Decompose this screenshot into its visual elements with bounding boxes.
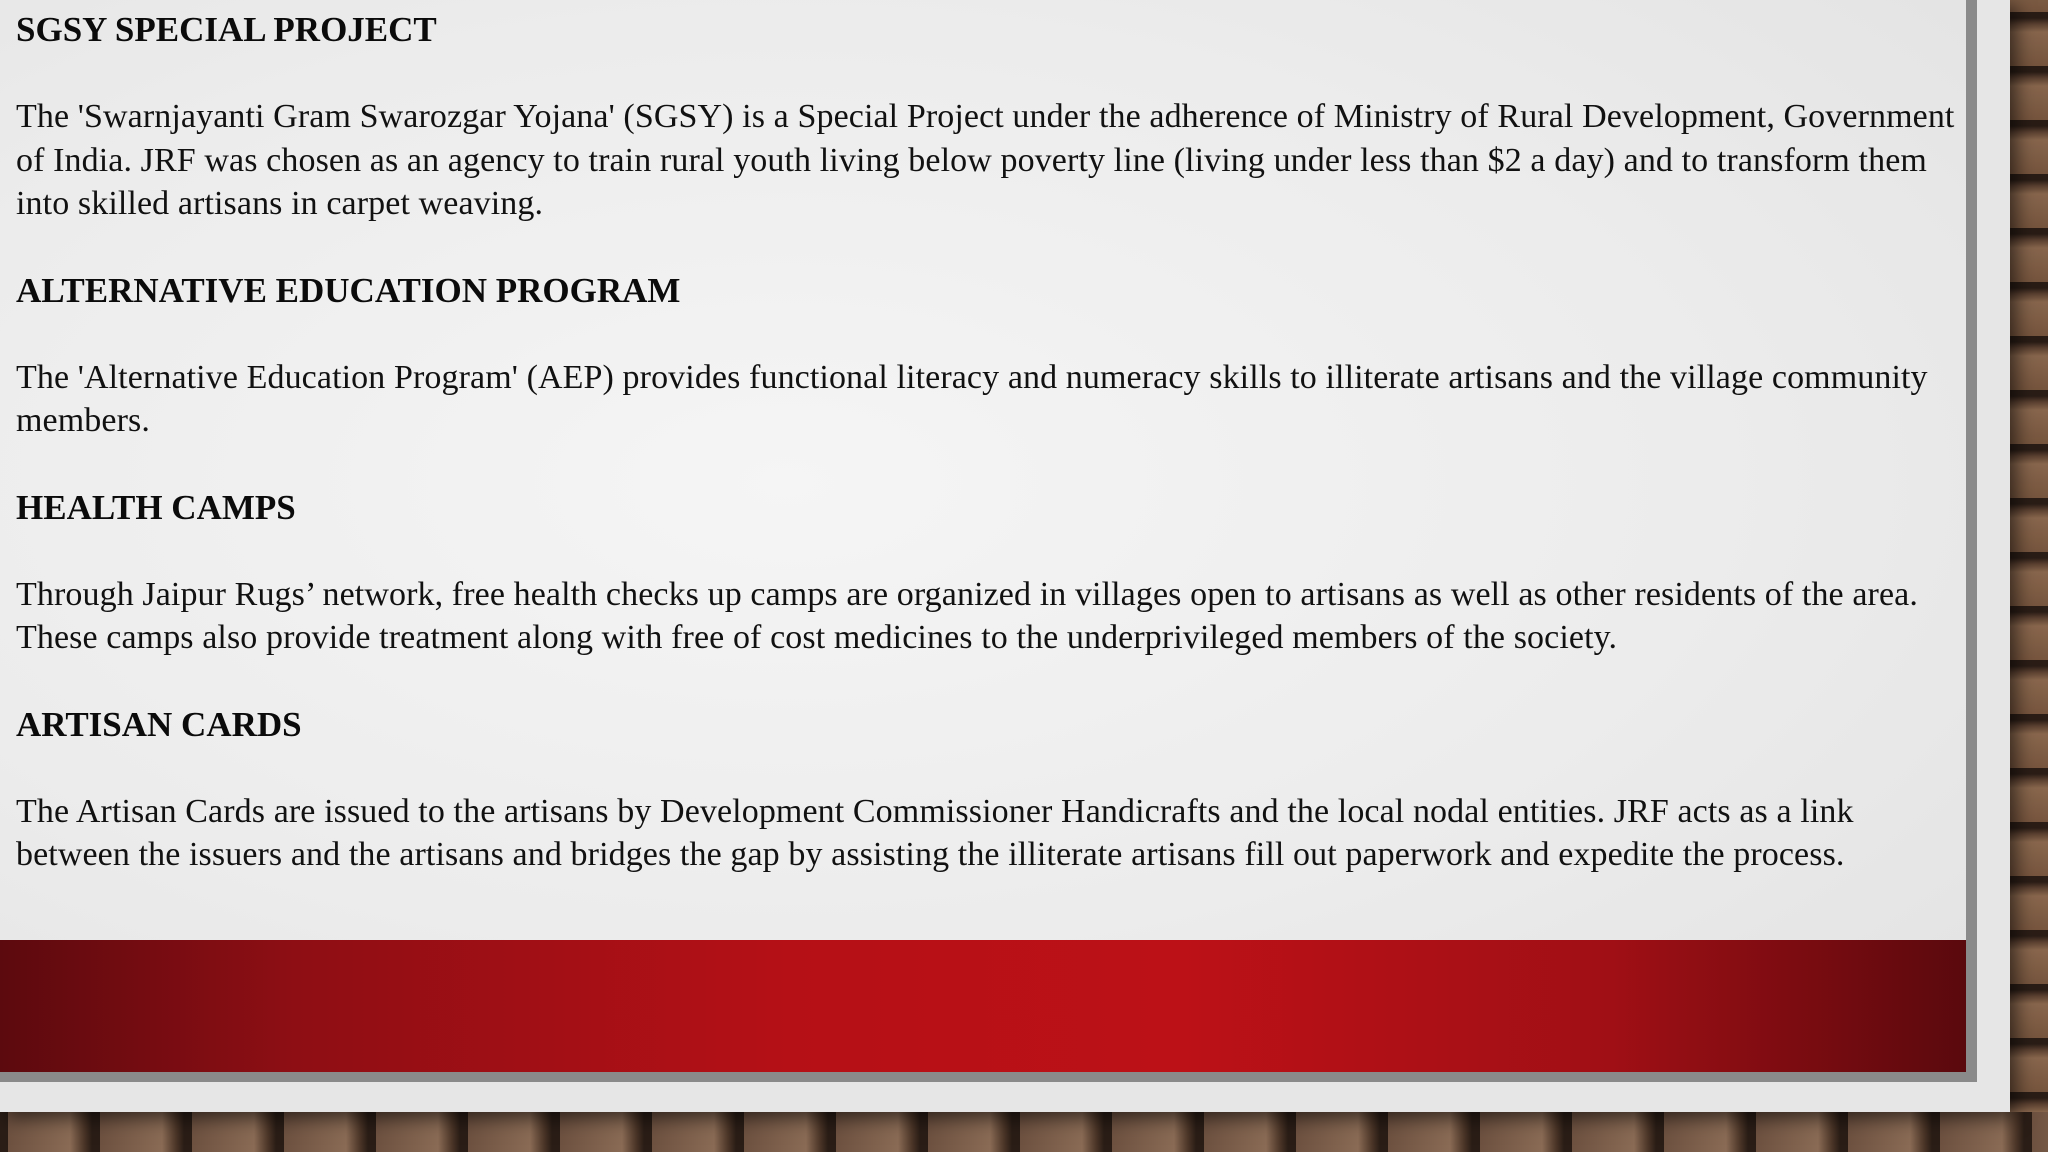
- heading-health-camps: HEALTH CAMPS: [16, 487, 296, 527]
- brick-wall-background-right: [2010, 0, 2048, 1152]
- body-alternative-education-program: The 'Alternative Education Program' (AEP) provides functional literacy and numeracy skills to illiterate artisans and the village community members.: [16, 358, 1928, 439]
- heading-alternative-education-program: ALTERNATIVE EDUCATION PROGRAM: [16, 270, 681, 310]
- slide-content: [16, 8, 1962, 920]
- red-accent-band: [0, 940, 1966, 1072]
- body-health-camps: Through Jaipur Rugs’ network, free health checks up camps are organized in villages open to artisans as well as other residents of the area. These camps also provide treatment along with free of cost medicines to the underprivileged members of the society.: [16, 575, 1918, 656]
- body-artisan-cards: The Artisan Cards are issued to the artisans by Development Commissioner Handicrafts and the local nodal entities. JRF acts as a link between the issuers and the artisans and bridges the gap by assisting the illiterate artisans fill out paperwork and expedite the process.: [16, 792, 1854, 873]
- body-sgsy-special-project: The 'Swarnjayanti Gram Swarozgar Yojana' (SGSY) is a Special Project under the adherence of Ministry of Rural Development, Government of India. JRF was chosen as an agency to train rural youth living below poverty line (living under less than $2 a day) and to transform them into skilled artisans in carpet weaving.: [16, 98, 1955, 222]
- heading-artisan-cards: ARTISAN CARDS: [16, 704, 302, 744]
- brick-wall-background-bottom: [0, 1112, 2048, 1152]
- heading-sgsy-special-project: SGSY SPECIAL PROJECT: [16, 10, 437, 49]
